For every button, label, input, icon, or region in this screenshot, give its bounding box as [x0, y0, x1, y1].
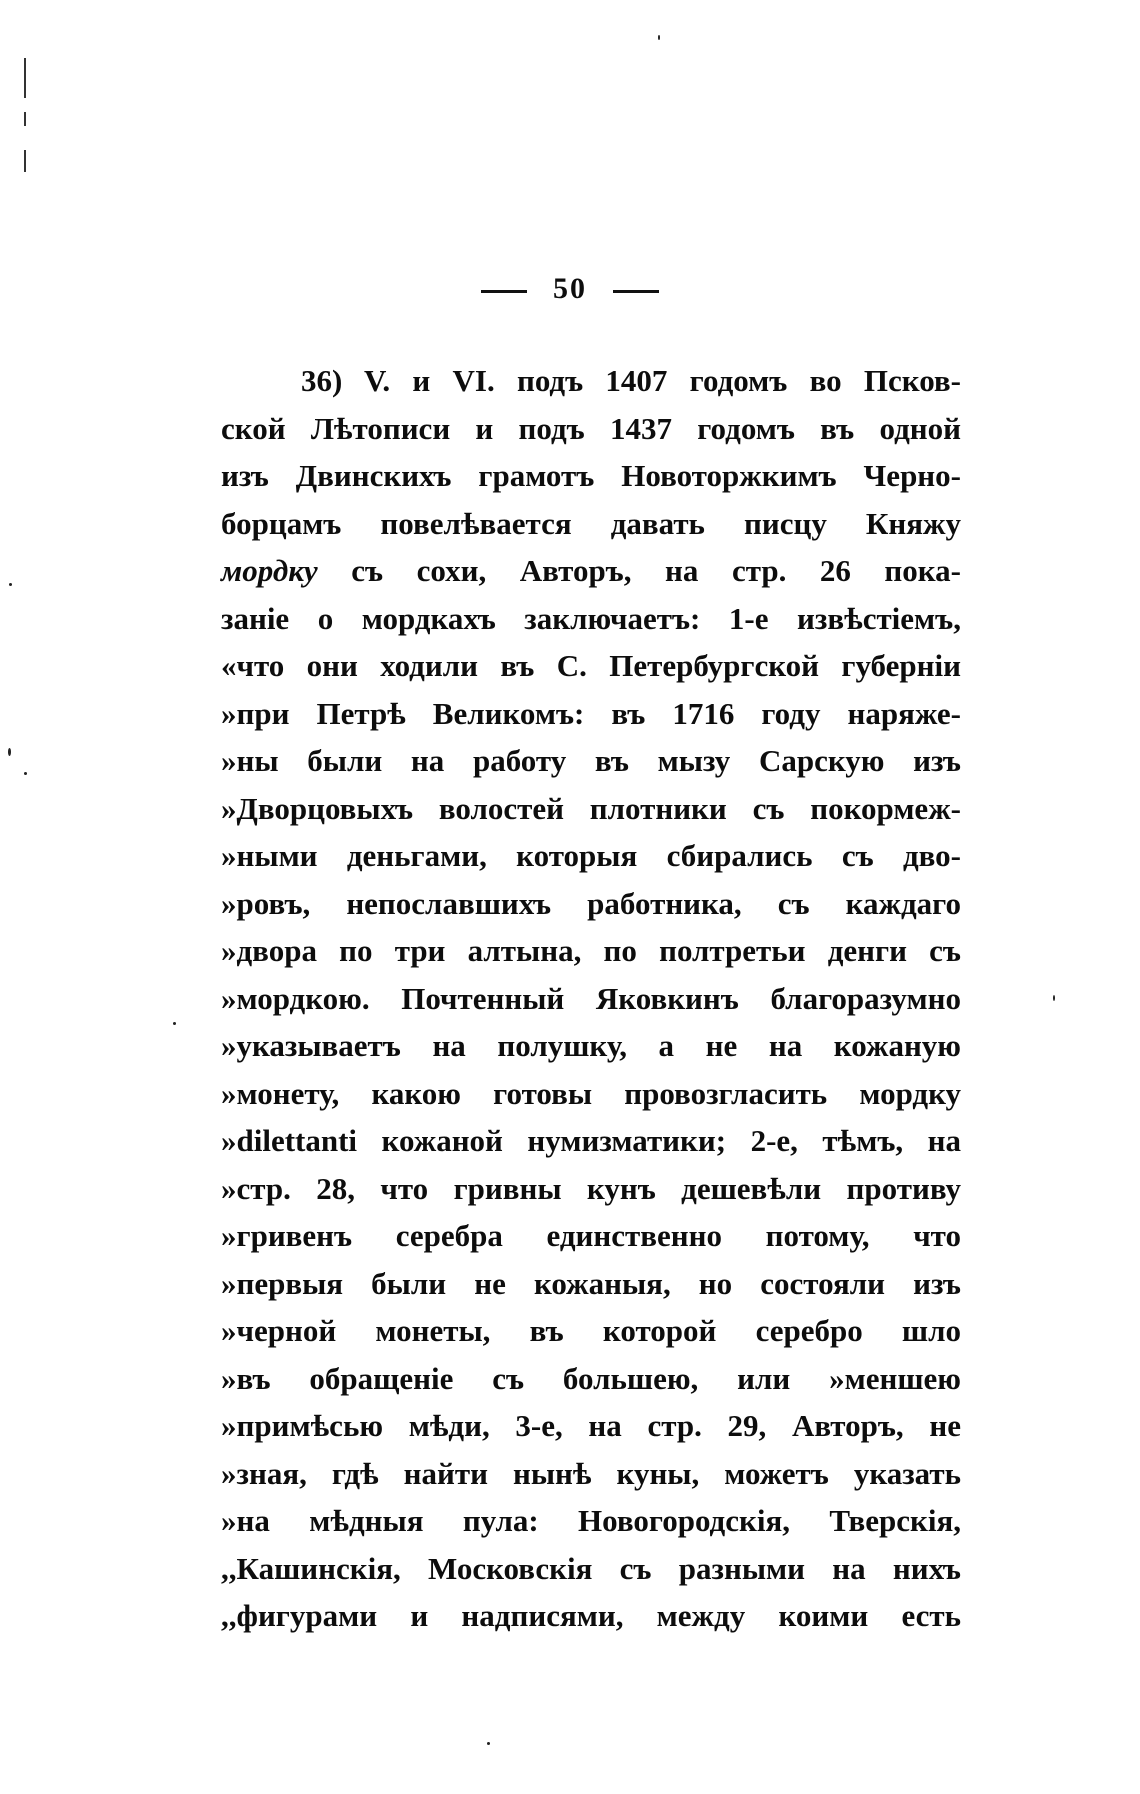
- text-line: »монету, какою готовы провозгласить мордку: [221, 1075, 961, 1111]
- text-line: »черной монеты, въ которой серебро шло: [221, 1313, 961, 1348]
- text-line: ской Лѣтописи и подъ 1437 годомъ въ одной: [221, 410, 961, 446]
- text-line: ,,Кашинскiя, Московскiя съ разными на нихъ: [221, 1550, 961, 1586]
- body-text: [221, 357, 961, 1640]
- text-line: »стр. 28, что гривны кунъ дешевѣли противу: [221, 1170, 961, 1206]
- text-line: борцамъ повелѣвается давать писцу Княжу: [221, 505, 961, 541]
- text-line: »мордкою. Почтенный Яковкинъ благоразумно: [221, 980, 961, 1016]
- scan-speck: [8, 748, 11, 756]
- text-line: »гривенъ серебра единственно потому, что: [221, 1218, 961, 1253]
- scan-speck: [487, 1742, 490, 1745]
- scan-edge-mark: [24, 112, 26, 126]
- text-line: »въ обращенiе съ большею, или »меншею: [221, 1360, 961, 1396]
- text-line: изъ Двинскихъ грамотъ Новоторжкимъ Черно-: [221, 458, 961, 493]
- text-line: »ными деньгами, которыя сбирались съ дво-: [221, 838, 961, 873]
- italic-term: мордку: [221, 553, 318, 588]
- scan-speck: [173, 1022, 176, 1025]
- page-number: [0, 272, 1140, 306]
- text-line: »ны были на работу въ мызу Сарскую изъ: [221, 743, 961, 778]
- text-line: »двора по три алтына, по полтретьи денги съ: [221, 933, 961, 968]
- text-line: »ровъ, непославшихъ работника, съ каждаго: [221, 885, 961, 921]
- scan-edge-mark: [24, 150, 26, 172]
- text-line: »при Петрѣ Великомъ: въ 1716 году наряже-: [221, 695, 961, 731]
- text-line: «что они ходили въ С. Петербургской губернiи: [221, 648, 961, 683]
- text-line: »зная, гдѣ найти нынѣ куны, можетъ указать: [221, 1455, 961, 1491]
- text-line: 36) V. и VI. подъ 1407 годомъ во Псков-: [301, 363, 961, 398]
- text-line: »примѣсью мѣди, 3-е, на стр. 29, Авторъ, не: [221, 1408, 961, 1443]
- text-line: занiе о мордкахъ заключаетъ: 1-е извѣстiемъ,: [221, 600, 961, 636]
- text-line: ,,фигурами и надписями, между коими есть: [221, 1598, 961, 1633]
- text-line: [221, 547, 961, 595]
- scan-speck: [24, 772, 27, 775]
- text-line: »первыя были не кожаныя, но состояли изъ: [221, 1265, 961, 1301]
- text-line-rest: съ сохи, Авторъ, на стр. 26 пока-: [317, 553, 961, 588]
- page-number-value: 50: [553, 272, 587, 305]
- scan-speck: [658, 35, 660, 40]
- scan-speck: [9, 583, 12, 586]
- scan-speck: [1053, 995, 1055, 1001]
- text-line: »Дворцовыхъ волостей плотники съ покормеж-: [221, 790, 961, 826]
- text-line: »указываетъ на полушку, а не на кожаную: [221, 1028, 961, 1063]
- text-line: »dilettanti кожаной нумизматики; 2-е, тѣмъ, на: [221, 1123, 961, 1158]
- text-line: »на мѣдныя пула: Новогородскiя, Тверскiя,: [221, 1503, 961, 1538]
- scan-edge-mark: [24, 58, 26, 98]
- page-number-dash-left: [481, 290, 527, 293]
- page-number-dash-right: [613, 290, 659, 293]
